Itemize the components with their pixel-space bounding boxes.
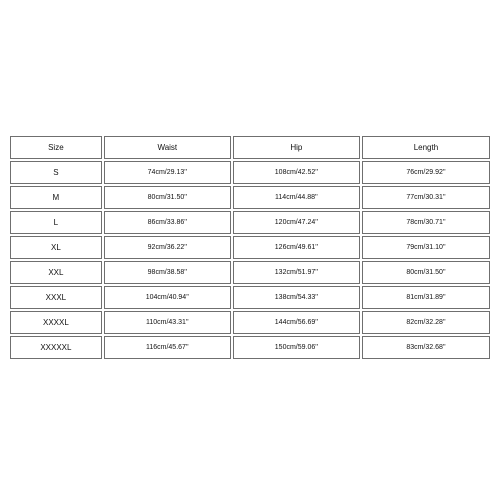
size-cell: S bbox=[10, 161, 102, 184]
size-cell: XXXXL bbox=[10, 311, 102, 334]
length-cell: 77cm/30.31'' bbox=[362, 186, 490, 209]
size-cell: XXXL bbox=[10, 286, 102, 309]
header-length: Length bbox=[362, 136, 490, 159]
hip-cell: 114cm/44.88'' bbox=[233, 186, 360, 209]
length-cell: 79cm/31.10'' bbox=[362, 236, 490, 259]
waist-cell: 98cm/38.58'' bbox=[104, 261, 231, 284]
size-cell: L bbox=[10, 211, 102, 234]
table-row bbox=[10, 261, 490, 284]
table-row bbox=[10, 186, 490, 209]
waist-cell: 116cm/45.67'' bbox=[104, 336, 231, 359]
hip-cell: 120cm/47.24'' bbox=[233, 211, 360, 234]
table-row bbox=[10, 311, 490, 334]
hip-cell: 150cm/59.06'' bbox=[233, 336, 360, 359]
waist-cell: 110cm/43.31'' bbox=[104, 311, 231, 334]
hip-cell: 132cm/51.97'' bbox=[233, 261, 360, 284]
waist-cell: 92cm/36.22'' bbox=[104, 236, 231, 259]
waist-cell: 80cm/31.50'' bbox=[104, 186, 231, 209]
hip-cell: 138cm/54.33'' bbox=[233, 286, 360, 309]
length-cell: 80cm/31.50'' bbox=[362, 261, 490, 284]
length-cell: 81cm/31.89'' bbox=[362, 286, 490, 309]
hip-cell: 108cm/42.52'' bbox=[233, 161, 360, 184]
length-cell: 76cm/29.92'' bbox=[362, 161, 490, 184]
waist-cell: 74cm/29.13'' bbox=[104, 161, 231, 184]
header-waist: Waist bbox=[104, 136, 231, 159]
waist-cell: 104cm/40.94'' bbox=[104, 286, 231, 309]
size-cell: XXL bbox=[10, 261, 102, 284]
table-row bbox=[10, 336, 490, 359]
waist-cell: 86cm/33.86'' bbox=[104, 211, 231, 234]
header-row bbox=[10, 136, 490, 159]
header-hip: Hip bbox=[233, 136, 360, 159]
size-cell: XXXXXL bbox=[10, 336, 102, 359]
length-cell: 78cm/30.71'' bbox=[362, 211, 490, 234]
table-row bbox=[10, 236, 490, 259]
table-row bbox=[10, 286, 490, 309]
length-cell: 82cm/32.28'' bbox=[362, 311, 490, 334]
header-size: Size bbox=[10, 136, 102, 159]
table-row bbox=[10, 211, 490, 234]
size-chart-table bbox=[8, 134, 492, 361]
table-row bbox=[10, 161, 490, 184]
length-cell: 83cm/32.68'' bbox=[362, 336, 490, 359]
hip-cell: 126cm/49.61'' bbox=[233, 236, 360, 259]
size-cell: M bbox=[10, 186, 102, 209]
size-cell: XL bbox=[10, 236, 102, 259]
hip-cell: 144cm/56.69'' bbox=[233, 311, 360, 334]
